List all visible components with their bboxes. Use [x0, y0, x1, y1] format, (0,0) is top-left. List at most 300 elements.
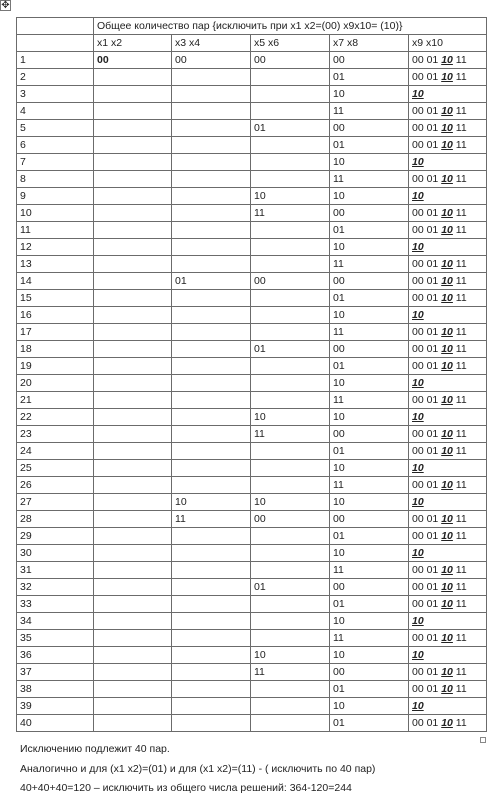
pair-values-suffix: 11 — [452, 428, 467, 440]
x1x2-cell — [94, 375, 172, 392]
x1x2-cell — [94, 579, 172, 596]
excluded-pair-value: 10 — [441, 394, 453, 406]
x3x4-cell — [172, 528, 251, 545]
x5x6-cell: 11 — [251, 205, 330, 222]
x1x2-cell — [94, 426, 172, 443]
table-row — [17, 409, 487, 426]
row-number: 36 — [17, 647, 94, 664]
x1x2-cell — [94, 528, 172, 545]
pair-values-suffix: 11 — [452, 530, 467, 542]
excluded-pair-value: 10 — [412, 496, 424, 508]
table-row — [17, 324, 487, 341]
x5x6-cell — [251, 324, 330, 341]
header-empty-cell — [17, 35, 94, 52]
x7x8-cell: 10 — [330, 86, 409, 103]
x5x6-cell — [251, 290, 330, 307]
table-row — [17, 562, 487, 579]
x9x10-cell — [409, 409, 487, 426]
x7x8-cell: 00 — [330, 511, 409, 528]
x5x6-cell: 10 — [251, 409, 330, 426]
row-number: 1 — [17, 52, 94, 69]
table-row — [17, 596, 487, 613]
x7x8-cell: 00 — [330, 205, 409, 222]
x1x2-cell — [94, 664, 172, 681]
row-number: 14 — [17, 273, 94, 290]
x7x8-cell: 10 — [330, 375, 409, 392]
x5x6-cell — [251, 375, 330, 392]
x9x10-cell — [409, 443, 487, 460]
x3x4-cell — [172, 375, 251, 392]
column-header-x1x2: x1 x2 — [94, 35, 172, 52]
x9x10-cell — [409, 154, 487, 171]
table-row — [17, 545, 487, 562]
pair-values-suffix: 11 — [452, 445, 467, 457]
table-row — [17, 171, 487, 188]
pair-values-prefix: 00 01 — [412, 173, 442, 185]
table-row — [17, 477, 487, 494]
x1x2-cell — [94, 511, 172, 528]
row-number: 40 — [17, 715, 94, 732]
table-row — [17, 341, 487, 358]
x3x4-cell — [172, 613, 251, 630]
pair-values-suffix: 11 — [452, 598, 467, 610]
table-row — [17, 256, 487, 273]
x5x6-cell: 00 — [251, 52, 330, 69]
table-row — [17, 154, 487, 171]
x7x8-cell: 01 — [330, 222, 409, 239]
excluded-pair-value: 10 — [412, 241, 424, 253]
pair-values-prefix: 00 01 — [412, 598, 442, 610]
column-header-x9x10: x9 x10 — [409, 35, 487, 52]
pair-values-suffix: 11 — [452, 360, 467, 372]
row-number: 9 — [17, 188, 94, 205]
x5x6-cell: 00 — [251, 273, 330, 290]
x9x10-cell — [409, 375, 487, 392]
table-row — [17, 426, 487, 443]
row-number: 11 — [17, 222, 94, 239]
table-row — [17, 511, 487, 528]
table-row — [17, 715, 487, 732]
excluded-pair-value: 10 — [441, 122, 453, 134]
excluded-pair-value: 10 — [441, 513, 453, 525]
x7x8-cell: 10 — [330, 647, 409, 664]
x5x6-cell: 01 — [251, 341, 330, 358]
table-row — [17, 69, 487, 86]
row-number: 20 — [17, 375, 94, 392]
x7x8-cell: 11 — [330, 324, 409, 341]
pair-values-suffix: 11 — [452, 394, 467, 406]
row-number: 30 — [17, 545, 94, 562]
x7x8-cell: 11 — [330, 392, 409, 409]
x3x4-cell — [172, 596, 251, 613]
x9x10-cell — [409, 307, 487, 324]
x9x10-cell — [409, 477, 487, 494]
x1x2-cell — [94, 698, 172, 715]
pair-values-suffix: 11 — [452, 275, 467, 287]
row-number: 29 — [17, 528, 94, 545]
x1x2-cell — [94, 477, 172, 494]
row-number: 33 — [17, 596, 94, 613]
x7x8-cell: 11 — [330, 562, 409, 579]
x7x8-cell: 10 — [330, 307, 409, 324]
x7x8-cell: 10 — [330, 239, 409, 256]
excluded-pair-value: 10 — [412, 649, 424, 661]
row-number: 31 — [17, 562, 94, 579]
excluded-pair-value: 10 — [441, 326, 453, 338]
row-number: 5 — [17, 120, 94, 137]
x9x10-cell — [409, 562, 487, 579]
x3x4-cell — [172, 86, 251, 103]
x9x10-cell — [409, 120, 487, 137]
x9x10-cell — [409, 579, 487, 596]
excluded-pair-value: 10 — [412, 309, 424, 321]
x9x10-cell — [409, 358, 487, 375]
x7x8-cell: 10 — [330, 613, 409, 630]
x3x4-cell — [172, 443, 251, 460]
x3x4-cell: 00 — [172, 52, 251, 69]
table-row — [17, 613, 487, 630]
x5x6-cell — [251, 137, 330, 154]
table-row — [17, 647, 487, 664]
x5x6-cell — [251, 69, 330, 86]
row-number: 2 — [17, 69, 94, 86]
table-row — [17, 375, 487, 392]
x1x2-cell — [94, 494, 172, 511]
excluded-pair-value: 10 — [441, 275, 453, 287]
row-number: 39 — [17, 698, 94, 715]
pairs-table — [16, 17, 487, 732]
header-empty-cell — [17, 18, 94, 35]
row-number: 27 — [17, 494, 94, 511]
row-number: 17 — [17, 324, 94, 341]
table-row — [17, 664, 487, 681]
pair-values-suffix: 11 — [452, 513, 467, 525]
pair-values-suffix: 11 — [452, 564, 467, 576]
row-number: 10 — [17, 205, 94, 222]
x1x2-cell — [94, 596, 172, 613]
x1x2-cell — [94, 681, 172, 698]
x3x4-cell — [172, 137, 251, 154]
x7x8-cell: 01 — [330, 681, 409, 698]
x1x2-cell — [94, 341, 172, 358]
x9x10-cell — [409, 494, 487, 511]
table-row — [17, 52, 487, 69]
x1x2-cell — [94, 630, 172, 647]
x5x6-cell: 01 — [251, 120, 330, 137]
x7x8-cell: 11 — [330, 256, 409, 273]
column-header-x7x8: x7 x8 — [330, 35, 409, 52]
pair-values-suffix: 11 — [452, 343, 467, 355]
x1x2-cell — [94, 460, 172, 477]
x5x6-cell — [251, 392, 330, 409]
x9x10-cell — [409, 205, 487, 222]
row-number: 4 — [17, 103, 94, 120]
excluded-pair-value: 10 — [412, 547, 424, 559]
x9x10-cell — [409, 137, 487, 154]
pair-values-prefix: 00 01 — [412, 581, 442, 593]
x7x8-cell: 01 — [330, 596, 409, 613]
x9x10-cell — [409, 188, 487, 205]
x1x2-cell — [94, 545, 172, 562]
x9x10-cell — [409, 290, 487, 307]
x9x10-cell — [409, 460, 487, 477]
x5x6-cell: 00 — [251, 511, 330, 528]
table-row — [17, 681, 487, 698]
x5x6-cell: 10 — [251, 494, 330, 511]
excluded-pair-value: 10 — [441, 258, 453, 270]
pair-values-suffix: 11 — [452, 54, 467, 66]
x5x6-cell: 11 — [251, 664, 330, 681]
x5x6-cell — [251, 103, 330, 120]
table-row — [17, 443, 487, 460]
pair-values-prefix: 00 01 — [412, 207, 442, 219]
x7x8-cell: 10 — [330, 460, 409, 477]
pair-values-prefix: 00 01 — [412, 343, 442, 355]
excluded-pair-value: 10 — [412, 377, 424, 389]
x3x4-cell — [172, 579, 251, 596]
table-row — [17, 120, 487, 137]
x9x10-cell — [409, 596, 487, 613]
table-row — [17, 86, 487, 103]
excluded-pair-value: 10 — [441, 445, 453, 457]
pair-values-prefix: 00 01 — [412, 360, 442, 372]
row-number: 23 — [17, 426, 94, 443]
pair-values-prefix: 00 01 — [412, 224, 442, 236]
row-number: 18 — [17, 341, 94, 358]
x7x8-cell: 01 — [330, 290, 409, 307]
row-number: 3 — [17, 86, 94, 103]
pair-values-suffix: 11 — [452, 717, 467, 729]
x3x4-cell — [172, 205, 251, 222]
table-row — [17, 698, 487, 715]
x1x2-cell: 00 — [94, 52, 172, 69]
row-number: 37 — [17, 664, 94, 681]
row-number: 12 — [17, 239, 94, 256]
x3x4-cell — [172, 239, 251, 256]
table-row — [17, 528, 487, 545]
header-row-columns — [17, 35, 487, 52]
x3x4-cell — [172, 290, 251, 307]
pair-values-prefix: 00 01 — [412, 326, 442, 338]
x7x8-cell: 10 — [330, 154, 409, 171]
row-number: 28 — [17, 511, 94, 528]
x3x4-cell: 01 — [172, 273, 251, 290]
x7x8-cell: 00 — [330, 426, 409, 443]
x7x8-cell: 11 — [330, 103, 409, 120]
pair-values-prefix: 00 01 — [412, 530, 442, 542]
x5x6-cell: 11 — [251, 426, 330, 443]
table-resize-handle[interactable] — [480, 737, 486, 743]
x1x2-cell — [94, 715, 172, 732]
pair-values-suffix: 11 — [452, 683, 467, 695]
pair-values-prefix: 00 01 — [412, 258, 442, 270]
pair-values-prefix: 00 01 — [412, 394, 442, 406]
table-row — [17, 392, 487, 409]
pair-values-prefix: 00 01 — [412, 479, 442, 491]
x7x8-cell: 11 — [330, 171, 409, 188]
x7x8-cell: 01 — [330, 69, 409, 86]
x1x2-cell — [94, 103, 172, 120]
x1x2-cell — [94, 188, 172, 205]
x3x4-cell — [172, 324, 251, 341]
excluded-pair-value: 10 — [441, 105, 453, 117]
x3x4-cell — [172, 69, 251, 86]
pair-values-prefix: 00 01 — [412, 54, 442, 66]
row-number: 22 — [17, 409, 94, 426]
x5x6-cell — [251, 477, 330, 494]
x1x2-cell — [94, 256, 172, 273]
row-number: 32 — [17, 579, 94, 596]
x5x6-cell — [251, 715, 330, 732]
x9x10-cell — [409, 239, 487, 256]
excluded-pair-value: 10 — [412, 88, 424, 100]
x3x4-cell — [172, 358, 251, 375]
x3x4-cell — [172, 188, 251, 205]
x3x4-cell: 10 — [172, 494, 251, 511]
x3x4-cell — [172, 681, 251, 698]
x1x2-cell — [94, 647, 172, 664]
x1x2-cell — [94, 86, 172, 103]
row-number: 15 — [17, 290, 94, 307]
table-row — [17, 290, 487, 307]
x5x6-cell — [251, 239, 330, 256]
x5x6-cell — [251, 307, 330, 324]
row-number: 25 — [17, 460, 94, 477]
x7x8-cell: 01 — [330, 715, 409, 732]
x7x8-cell: 00 — [330, 52, 409, 69]
x3x4-cell — [172, 307, 251, 324]
excluded-pair-value: 10 — [441, 666, 453, 678]
x5x6-cell — [251, 154, 330, 171]
x5x6-cell — [251, 681, 330, 698]
pair-values-prefix: 00 01 — [412, 71, 442, 83]
x3x4-cell — [172, 715, 251, 732]
x5x6-cell: 01 — [251, 579, 330, 596]
x7x8-cell: 00 — [330, 664, 409, 681]
pair-values-prefix: 00 01 — [412, 122, 442, 134]
pair-values-suffix: 11 — [452, 292, 467, 304]
x9x10-cell — [409, 256, 487, 273]
excluded-pair-value: 10 — [441, 71, 453, 83]
table-row — [17, 579, 487, 596]
pair-values-suffix: 11 — [452, 122, 467, 134]
row-number: 16 — [17, 307, 94, 324]
pair-values-suffix: 11 — [452, 139, 467, 151]
pair-values-prefix: 00 01 — [412, 666, 442, 678]
x1x2-cell — [94, 222, 172, 239]
x1x2-cell — [94, 307, 172, 324]
x1x2-cell — [94, 562, 172, 579]
x9x10-cell — [409, 630, 487, 647]
x1x2-cell — [94, 205, 172, 222]
excluded-pair-value: 10 — [441, 343, 453, 355]
excluded-pair-value: 10 — [441, 683, 453, 695]
x7x8-cell: 00 — [330, 120, 409, 137]
excluded-pair-value: 10 — [441, 717, 453, 729]
excluded-pair-value: 10 — [441, 54, 453, 66]
x3x4-cell — [172, 341, 251, 358]
row-number: 19 — [17, 358, 94, 375]
x1x2-cell — [94, 120, 172, 137]
x9x10-cell — [409, 392, 487, 409]
x5x6-cell — [251, 630, 330, 647]
excluded-pair-value: 10 — [412, 190, 424, 202]
note-line-3: 40+40+40=120 – исключить из общего числа решений: 364-120=244 — [20, 782, 352, 794]
x9x10-cell — [409, 613, 487, 630]
table-row — [17, 239, 487, 256]
x9x10-cell — [409, 426, 487, 443]
x9x10-cell — [409, 222, 487, 239]
x9x10-cell — [409, 681, 487, 698]
excluded-pair-value: 10 — [441, 598, 453, 610]
x1x2-cell — [94, 290, 172, 307]
pair-values-prefix: 00 01 — [412, 564, 442, 576]
x1x2-cell — [94, 137, 172, 154]
row-number: 24 — [17, 443, 94, 460]
x7x8-cell: 10 — [330, 409, 409, 426]
x1x2-cell — [94, 171, 172, 188]
row-number: 35 — [17, 630, 94, 647]
x7x8-cell: 01 — [330, 137, 409, 154]
x9x10-cell — [409, 341, 487, 358]
table-move-handle-icon[interactable]: ✥ — [1, 0, 10, 11]
x3x4-cell — [172, 409, 251, 426]
pair-values-prefix: 00 01 — [412, 275, 442, 287]
x5x6-cell — [251, 256, 330, 273]
x3x4-cell — [172, 120, 251, 137]
table-row — [17, 103, 487, 120]
row-number: 6 — [17, 137, 94, 154]
row-number: 34 — [17, 613, 94, 630]
excluded-pair-value: 10 — [441, 360, 453, 372]
x5x6-cell — [251, 698, 330, 715]
excluded-pair-value: 10 — [441, 564, 453, 576]
pair-values-suffix: 11 — [452, 632, 467, 644]
excluded-pair-value: 10 — [412, 700, 424, 712]
table-row — [17, 460, 487, 477]
x7x8-cell: 01 — [330, 358, 409, 375]
x1x2-cell — [94, 358, 172, 375]
pair-values-suffix: 11 — [452, 71, 467, 83]
table-row — [17, 188, 487, 205]
x7x8-cell: 11 — [330, 630, 409, 647]
x3x4-cell — [172, 154, 251, 171]
row-number: 38 — [17, 681, 94, 698]
excluded-pair-value: 10 — [441, 428, 453, 440]
x3x4-cell — [172, 256, 251, 273]
excluded-pair-value: 10 — [441, 479, 453, 491]
x1x2-cell — [94, 443, 172, 460]
pair-values-suffix: 11 — [452, 258, 467, 270]
x9x10-cell — [409, 52, 487, 69]
x3x4-cell — [172, 460, 251, 477]
x3x4-cell — [172, 426, 251, 443]
table-row — [17, 358, 487, 375]
x5x6-cell — [251, 528, 330, 545]
x3x4-cell — [172, 392, 251, 409]
header-row-title — [17, 18, 487, 35]
x5x6-cell — [251, 443, 330, 460]
x9x10-cell — [409, 511, 487, 528]
table-row — [17, 222, 487, 239]
row-number: 21 — [17, 392, 94, 409]
x7x8-cell: 11 — [330, 477, 409, 494]
x3x4-cell — [172, 222, 251, 239]
x7x8-cell: 10 — [330, 494, 409, 511]
x7x8-cell: 10 — [330, 188, 409, 205]
pair-values-suffix: 11 — [452, 105, 467, 117]
x3x4-cell — [172, 647, 251, 664]
